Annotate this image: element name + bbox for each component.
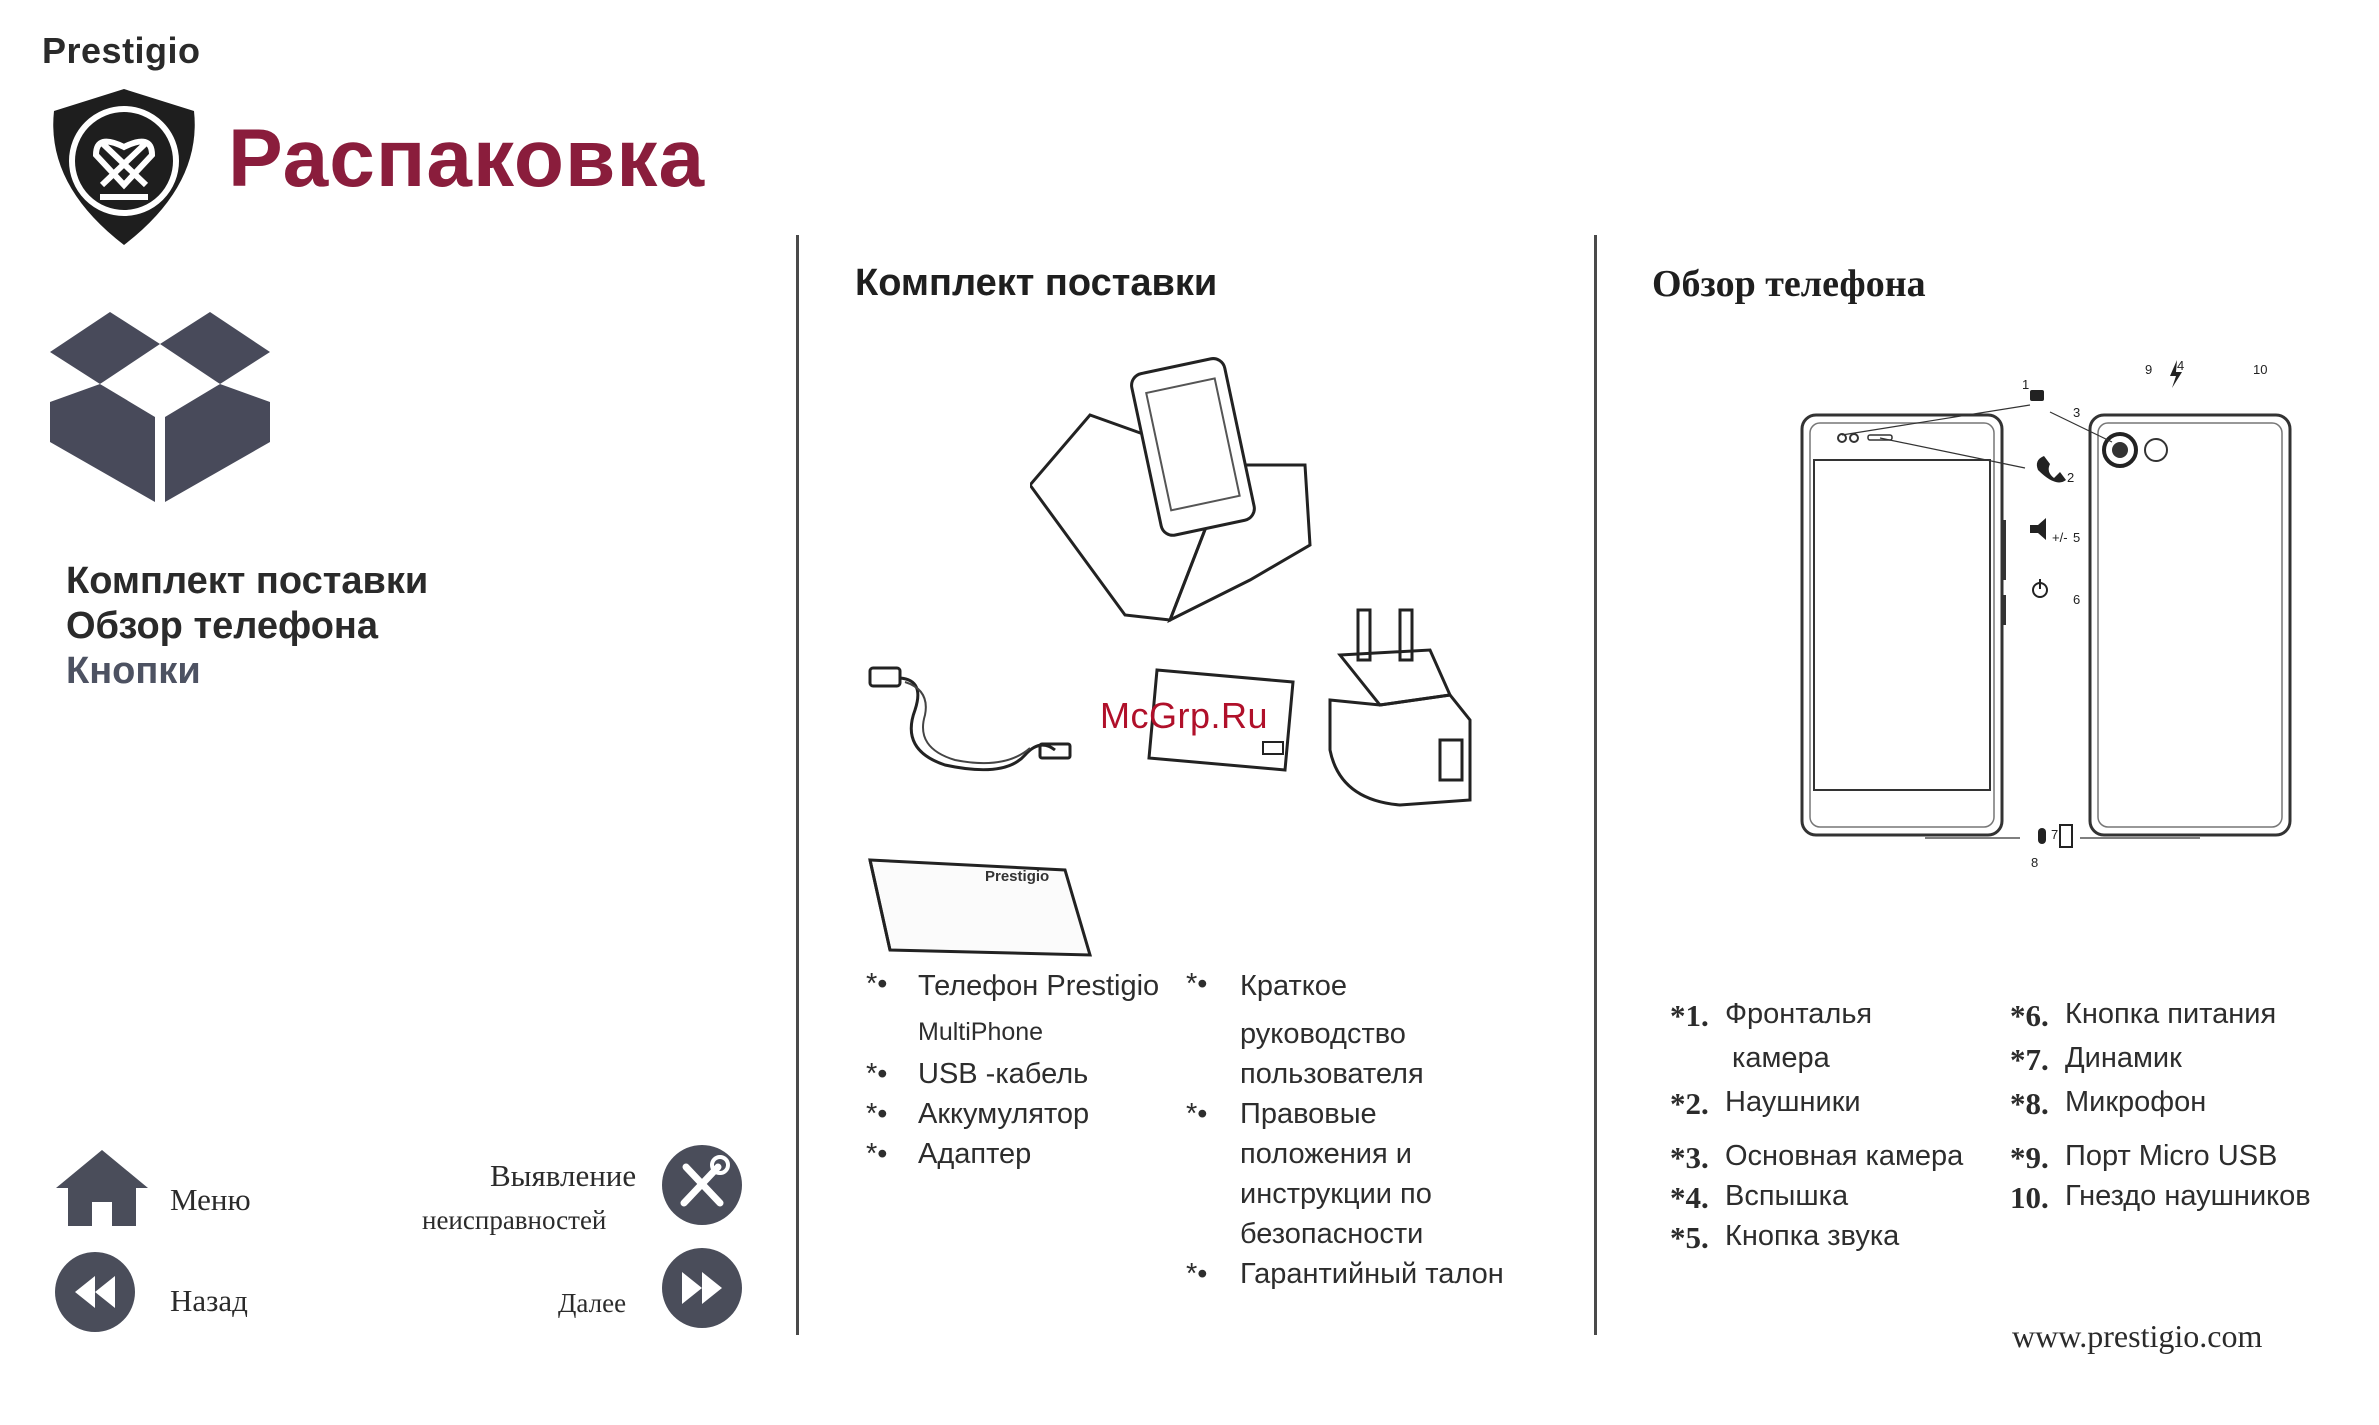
spec-number: *5. — [1670, 1220, 1709, 1255]
spec-item: Динамик — [2065, 1042, 2182, 1074]
next-button[interactable] — [662, 1248, 742, 1328]
list-item: Гарантийный талон — [1240, 1258, 1504, 1290]
list-item: пользователя — [1240, 1058, 1424, 1090]
spec-number: 10. — [2010, 1180, 2049, 1215]
list-item-sub: MultiPhone — [918, 1018, 1044, 1046]
booklet-illustration — [865, 855, 1095, 960]
callout-9: 9 — [2145, 362, 2153, 377]
bullet: *• — [1186, 1098, 1208, 1130]
callout-7: 7 — [2051, 827, 2059, 842]
phone-diagram — [1790, 360, 2300, 870]
tools-icon — [662, 1145, 742, 1225]
spec-item: Порт Micro USB — [2065, 1140, 2278, 1172]
back-label[interactable]: Назад — [170, 1283, 248, 1318]
callout-8: 8 — [2031, 855, 2039, 870]
menu-label[interactable]: Меню — [170, 1182, 251, 1217]
callout-5: 5 — [2073, 530, 2081, 545]
page-title: Распаковка — [228, 113, 706, 204]
toc-item-overview[interactable]: Обзор телефона — [66, 605, 379, 647]
spec-number: *4. — [1670, 1180, 1709, 1215]
spec-item: Гнездо наушников — [2065, 1180, 2311, 1212]
spec-number: *7. — [2010, 1042, 2049, 1077]
troubleshoot-button[interactable] — [662, 1145, 742, 1225]
toc-item-buttons[interactable]: Кнопки — [66, 650, 201, 692]
callout-10: 10 — [2253, 362, 2268, 377]
list-item: Аккумулятор — [918, 1098, 1090, 1130]
column-divider — [796, 235, 799, 1335]
spec-item: Микрофон — [2065, 1086, 2207, 1118]
spec-item: Кнопка звука — [1725, 1220, 1900, 1252]
spec-number: *8. — [2010, 1086, 2049, 1121]
list-item: Телефон Prestigio — [918, 970, 1160, 1002]
spec-item: Наушники — [1725, 1086, 1861, 1118]
usb-cable-illustration — [865, 660, 1080, 780]
volume-sign: +/- — [2052, 530, 2068, 545]
list-item: безопасности — [1240, 1218, 1424, 1250]
box-with-phone-illustration — [1030, 345, 1330, 625]
next-label[interactable]: Далее — [558, 1288, 627, 1318]
box-icon — [40, 292, 280, 512]
spec-number: *6. — [2010, 998, 2049, 1033]
list-item: руководство — [1240, 1018, 1406, 1050]
spec-number: *3. — [1670, 1140, 1709, 1175]
bullet: *• — [1186, 1258, 1208, 1290]
troubleshoot-label-2[interactable]: неисправностей — [422, 1205, 607, 1235]
list-item: Правовые — [1240, 1098, 1377, 1130]
toc-item-package[interactable]: Комплект поставки — [66, 560, 429, 602]
bullet: *• — [1186, 968, 1208, 1000]
spec-item: Фронталья — [1725, 998, 1873, 1030]
bullet: *• — [866, 968, 888, 1000]
bullet: *• — [866, 1138, 888, 1170]
list-item: Краткое — [1240, 970, 1348, 1002]
column-divider — [1594, 235, 1597, 1335]
list-item: инструкции по — [1240, 1178, 1432, 1210]
booklet-label: Prestigio — [985, 868, 1050, 885]
spec-item: Кнопка питания — [2065, 998, 2277, 1030]
bullet: *• — [866, 1098, 888, 1130]
list-item: положения и — [1240, 1138, 1412, 1170]
bullet: *• — [866, 1058, 888, 1090]
callout-4: 4 — [2177, 358, 2185, 373]
prestigio-logo-icon — [42, 85, 207, 250]
fast-forward-icon — [662, 1248, 742, 1328]
adapter-illustration — [1320, 600, 1490, 810]
list-item: Адаптер — [918, 1138, 1032, 1170]
callout-6: 6 — [2073, 592, 2081, 607]
troubleshoot-label[interactable]: Выявление — [490, 1158, 637, 1193]
list-item: USB -кабель — [918, 1058, 1089, 1090]
spec-item: Вспышка — [1725, 1180, 1849, 1212]
callout-2: 2 — [2067, 470, 2075, 485]
spec-item: Основная камера — [1725, 1140, 1964, 1172]
spec-number: *1. — [1670, 998, 1709, 1033]
back-button[interactable] — [55, 1252, 135, 1332]
callout-3: 3 — [2073, 405, 2081, 420]
watermark: McGrp.Ru — [1100, 695, 1269, 736]
brand-name: Prestigio — [42, 30, 201, 71]
package-title: Комплект поставки — [855, 262, 1218, 304]
callout-1: 1 — [2022, 377, 2030, 392]
rewind-icon — [55, 1252, 135, 1332]
website-link[interactable]: www.prestigio.com — [2012, 1318, 2263, 1354]
overview-title: Обзор телефона — [1652, 263, 1926, 305]
spec-number: *2. — [1670, 1086, 1709, 1121]
spec-item: камера — [1732, 1042, 1830, 1074]
spec-number: *9. — [2010, 1140, 2049, 1175]
home-icon[interactable] — [52, 1148, 152, 1228]
